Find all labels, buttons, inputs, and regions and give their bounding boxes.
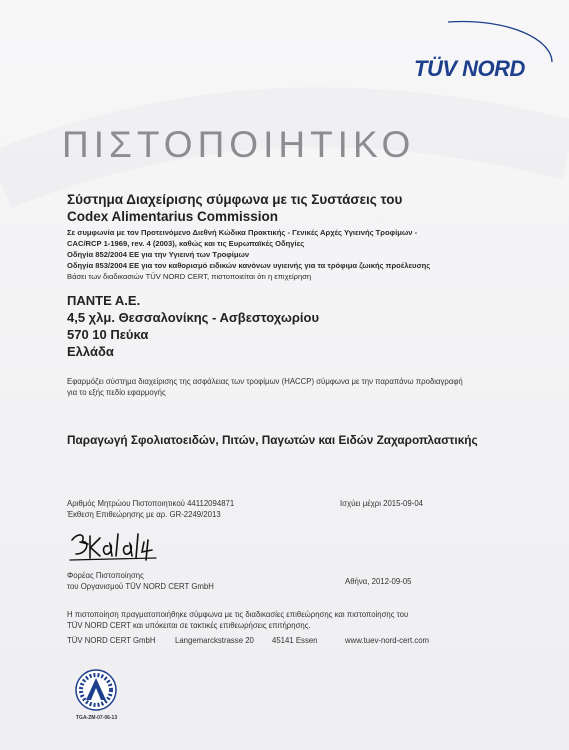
applies-line2: για το εξής πεδίο εφαρμογής [67, 388, 166, 397]
footer-note-line1: Η πιστοποίηση πραγματοποιήθηκε σύμφωνα με τις διαδικασίες επιθεώρησης και πιστοποίησης του [67, 610, 409, 619]
tuv-nord-logo: TÜV NORD [414, 56, 525, 81]
issuer-line2: του Οργανισμού TÜV NORD CERT GmbH [67, 582, 214, 591]
signature [66, 528, 161, 566]
footer-street: Langemarckstrasse 20 [175, 636, 254, 645]
company-city: 570 10 Πεύκα [67, 327, 149, 342]
issuer-line1: Φορέας Πιστοποίησης [67, 571, 144, 580]
inspection-report: Έκθεση Επιθεώρησης με αρ. GR-2249/2013 [67, 510, 221, 519]
system-text-line2: CAC/RCP 1-1969, rev. 4 (2003), καθώς και τις Ευρωπαϊκές Οδηγίες [67, 239, 305, 248]
footer-company: TÜV NORD CERT GmbH [67, 636, 156, 645]
system-heading-line2: Codex Alimentarius Commission [67, 209, 279, 224]
system-heading-line1: Σύστημα Διαχείρισης σύμφωνα με τις Συστάσεις του [67, 192, 403, 207]
issue-date: Αθήνα, 2012-09-05 [345, 577, 412, 586]
valid-until: Ισχύει μέχρι 2015-09-04 [340, 499, 423, 508]
accreditation-caption: TGA-ZM-07-06-13 [76, 715, 118, 721]
certificate-number: Αριθμός Μητρώου Πιστοποιητικού 44112094871 [67, 499, 235, 508]
system-text-line4: Οδηγία 853/2004 ΕΕ για τον καθορισμό ειδικών κανόνων υγιεινής για τα τρόφιμα ζωικής προέλευσης [67, 261, 431, 270]
footer-note-line2: TÜV NORD CERT και υπόκειται σε τακτικές επιθεωρήσεις επιτήρησης. [67, 621, 311, 630]
system-text-line1: Σε συμφωνία με τον Προτεινόμενο Διεθνή Κώδικα Πρακτικής - Γενικές Αρχές Υγιεινής Τροφίμων - [67, 228, 418, 237]
footer-postcode: 45141 Essen [272, 636, 318, 645]
company-country: Ελλάδα [67, 344, 114, 359]
footer-website: www.tuev-nord-cert.com [345, 636, 430, 645]
applies-line1: Εφαρμόζει σύστημα διαχείρισης της ασφάλειας των τροφίμων (HACCP) σύμφωνα με την παραπάνω προδιαγραφή [67, 377, 463, 386]
system-text-line5: Βάσει των διαδικασιών TÜV NORD CERT, πιστοποιείται ότι η επιχείρηση [67, 272, 312, 281]
accreditation-badge-icon [74, 668, 118, 712]
system-text-line3: Οδηγία 852/2004 ΕΕ για την Υγιεινή των Τροφίμων [67, 250, 250, 259]
certificate-title: ΠΙΣΤΟΠΟΙΗΤΙΚΟ [62, 124, 416, 165]
scope-of-certification: Παραγωγή Σφολιατοειδών, Πιτών, Παγωτών και Ειδών Ζαχαροπλαστικής [67, 433, 478, 447]
company-street: 4,5 χλμ. Θεσσαλονίκης - Ασβεστοχωρίου [67, 310, 320, 325]
company-name: ΠΑΝΤΕ Α.Ε. [67, 293, 141, 308]
